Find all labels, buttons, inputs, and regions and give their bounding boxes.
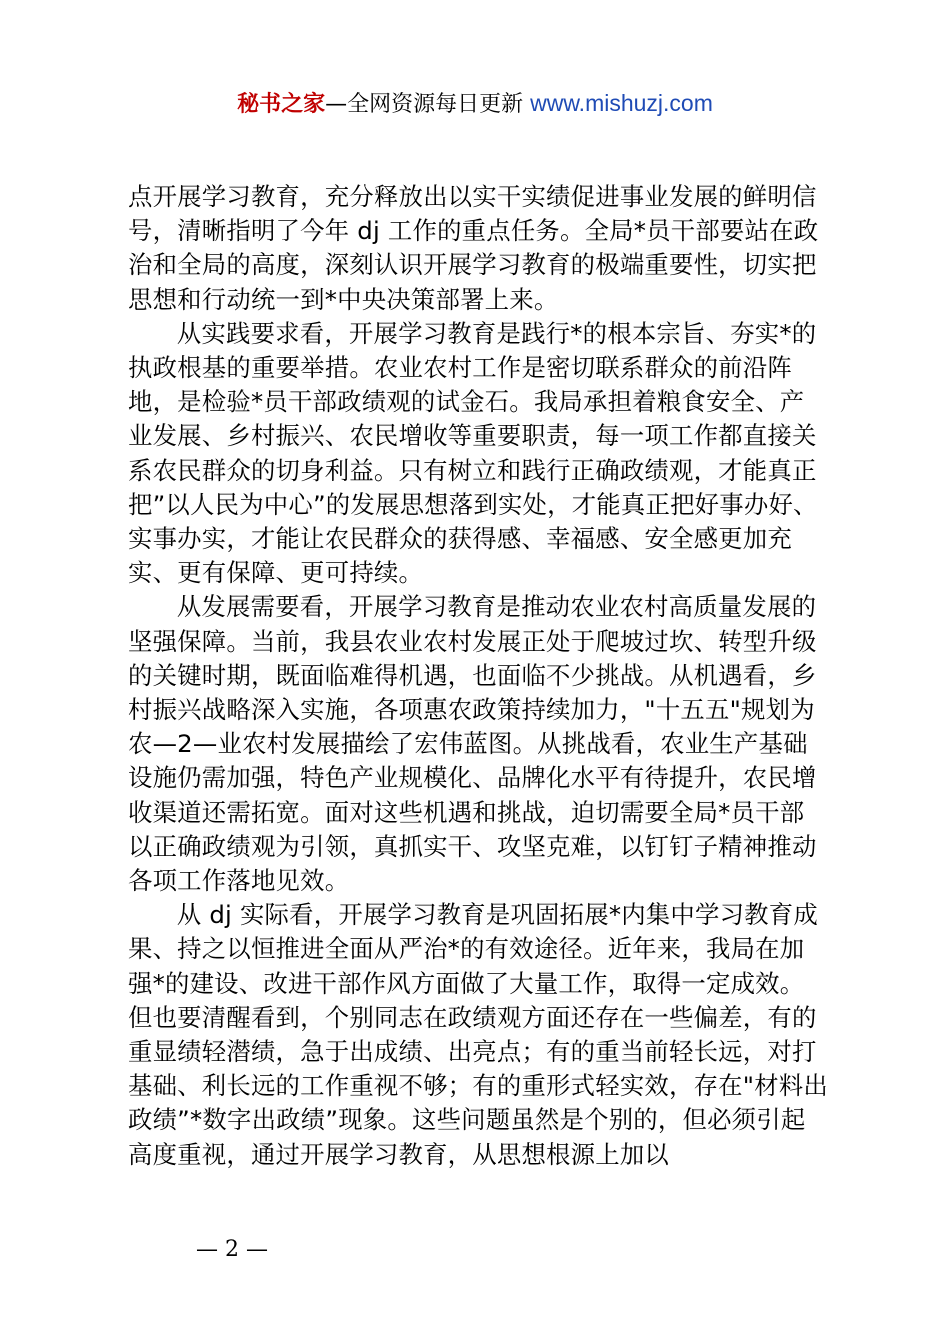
document-body [128, 180, 828, 1172]
brand-name: 秘书之家 [237, 92, 326, 117]
paragraph-2: 从实践要求看，开展学习教育是践行*的根本宗旨、夯实*的执政根基的重要举措。农业农村工作是密切联系群众的前沿阵地，是检验*员干部政绩观的试金石。我局承担着粮食安全、产业发展、乡村振兴、农民增收等重要职责，每一项工作都直接关系农民群众的切身利益。只有树立和践行正确政绩观，才能真正把”以人民为中心”的发展思想落到实处，才能真正把好事办好、实事办实，才能让农民群众的获得感、幸福感、安全感更加充实、更有保障、更可持续。 [128, 318, 818, 588]
paragraph-4: 从 dj 实际看，开展学习教育是巩固拓展*内集中学习教育成果、持之以恒推进全面从严治*的有效途径。近年来，我局在加强*的建设、改进干部作风方面做了大量工作，取得一定成效。但也要清醒看到，个别同志在政绩观方面还存在一些偏差，有的重显绩轻潜绩，急于出成绩、出亮点；有的重当前轻长远，对打基础、利长远的工作重视不够；有的重形式轻实效，存在"材料出政绩”*数字出政绩”现象。这些问题虽然是个别的，但必须引起高度重视，通过开展学习教育，从思想根源上加以 [128, 900, 828, 1169]
page-number: — 2 — [196, 1237, 268, 1262]
paragraph-3: 从发展需要看，开展学习教育是推动农业农村高质量发展的坚强保障。当前，我县农业农村发展正处于爬坡过坎、转型升级的关键时期，既面临难得机遇，也面临不少挑战。从机遇看，乡村振兴战略深入实施，各项惠农政策持续加力，"十五五"规划为农—2—业农村发展描绘了宏伟蓝图。从挑战看，农业生产基础设施仍需加强，特色产业规模化、品牌化水平有待提升，农民增收渠道还需拓宽。面对这些机遇和挑战，迫切需要全局*员干部以正确政绩观为引领，真抓实干、攻坚克难，以钉钉子精神推动各项工作落地见效。 [128, 592, 817, 896]
site-header [0, 86, 950, 122]
site-url[interactable]: www.mishuzj.com [530, 90, 713, 116]
header-slogan: —全网资源每日更新 [325, 92, 531, 117]
paragraph-1: 点开展学习教育，充分释放出以实干实绩促进事业发展的鲜明信号，清晰指明了今年 dj 工作的重点任务。全局*员干部要站在政治和全局的高度，深刻认识开展学习教育的极端重要性，切实把思想和行动统一到*中央决策部署上来。 [128, 182, 819, 314]
